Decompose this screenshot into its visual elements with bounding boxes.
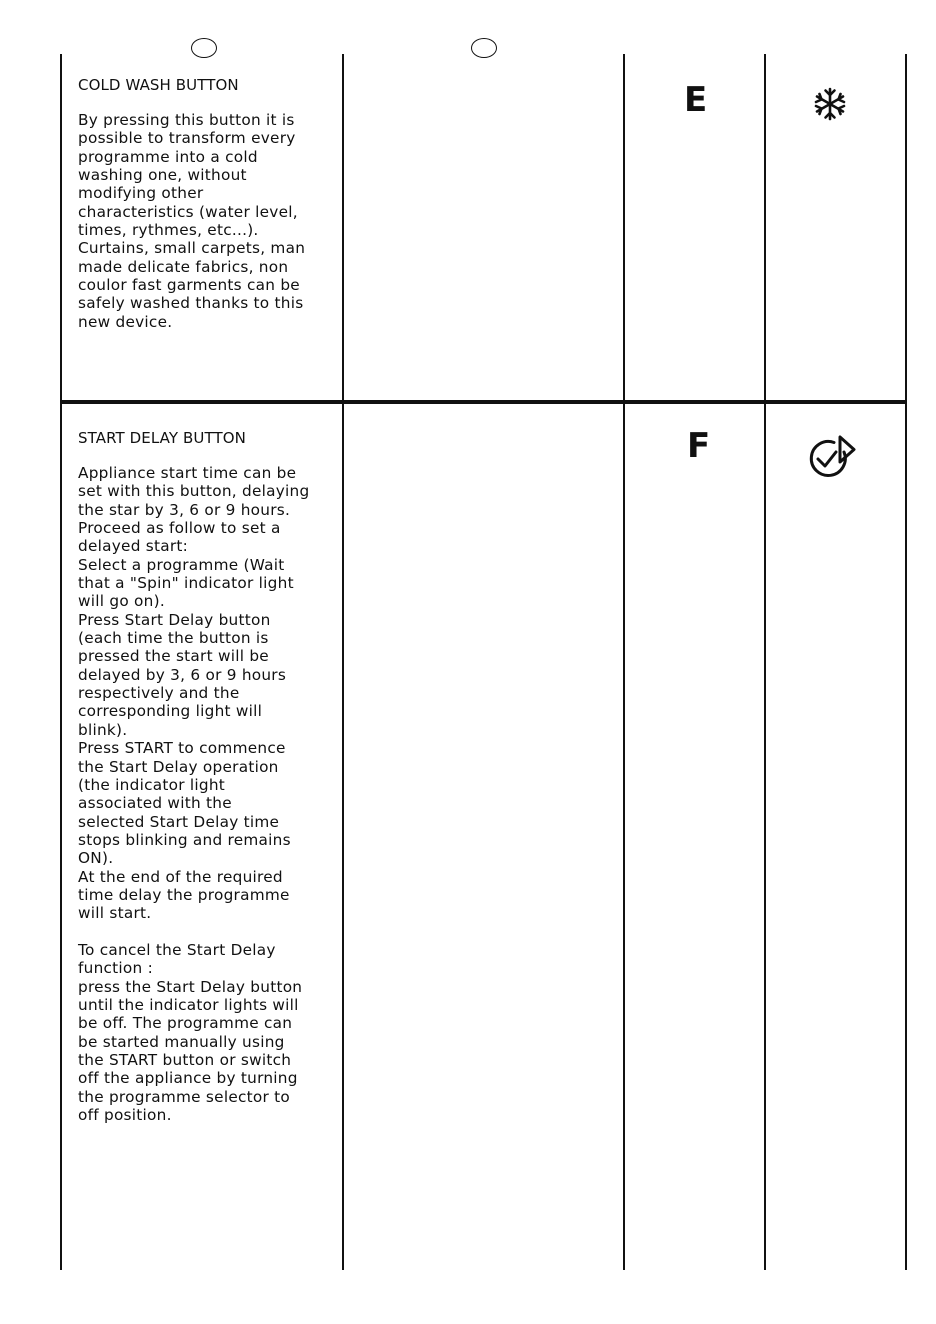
text-line: washing one, without — [78, 166, 247, 185]
text-line: Curtains, small carpets, man — [78, 239, 306, 258]
language-oval-left — [191, 38, 217, 58]
row-divider — [60, 400, 907, 404]
text-line: times, rythmes, etc...). — [78, 221, 259, 240]
text-line: the Start Delay operation — [78, 757, 279, 776]
blank-line — [78, 923, 328, 941]
text-line: will start. — [78, 904, 152, 923]
text-line: function : — [78, 959, 154, 978]
cold-wash-section — [78, 76, 328, 331]
section-title: START DELAY BUTTON — [78, 429, 246, 447]
column-divider-1 — [60, 54, 62, 1270]
text-line: time delay the programme — [78, 885, 290, 904]
text-line: the programme selector to — [78, 1087, 291, 1106]
column-divider-5 — [905, 54, 907, 1270]
text-line: modifying other — [78, 184, 204, 203]
text-line: until the indicator lights will — [78, 995, 299, 1014]
text-line: press the Start Delay button — [78, 977, 303, 996]
text-line: safely washed thanks to this — [78, 294, 304, 313]
text-line: be off. The programme can — [78, 1014, 293, 1033]
text-line: the START button or switch — [78, 1051, 292, 1069]
text-line: To cancel the Start Delay — [78, 940, 276, 959]
column-divider-4 — [764, 54, 766, 1270]
text-line: ON). — [78, 849, 114, 868]
language-oval-right — [471, 38, 497, 58]
text-line: made delicate fabrics, non — [78, 257, 289, 276]
text-line: possible to transform every — [78, 129, 296, 148]
text-line: the star by 3, 6 or 9 hours. — [78, 500, 291, 519]
text-line: blink). — [78, 720, 128, 739]
text-line: off position. — [78, 1106, 172, 1125]
text-line: will go on). — [78, 592, 165, 611]
button-letter-f: F — [687, 426, 711, 466]
text-line: that a "Spin" indicator light — [78, 574, 294, 593]
text-line: set with this button, delaying — [78, 482, 310, 501]
text-line: off the appliance by turning — [78, 1069, 298, 1088]
text-line: delayed by 3, 6 or 9 hours — [78, 665, 287, 684]
text-line: delayed start: — [78, 537, 189, 556]
section-body — [78, 111, 328, 331]
snowflake-icon — [812, 86, 848, 126]
text-line: pressed the start will be — [78, 647, 269, 666]
text-line: be started manually using — [78, 1032, 285, 1051]
column-divider-2 — [342, 54, 344, 1270]
start-delay-section — [78, 429, 328, 1124]
text-line: Press START to commence — [78, 739, 286, 758]
text-line: At the end of the required — [78, 867, 283, 886]
text-line: programme into a cold — [78, 147, 258, 166]
text-line: stops blinking and remains — [78, 830, 291, 849]
column-divider-3 — [623, 54, 625, 1270]
text-line: new device. — [78, 312, 173, 331]
text-line: (the indicator light — [78, 775, 226, 794]
text-line: Proceed as follow to set a — [78, 519, 281, 538]
text-line: associated with the — [78, 794, 232, 813]
text-line: (each time the button is — [78, 629, 269, 648]
text-line: corresponding light will — [78, 702, 263, 721]
text-line: selected Start Delay time — [78, 812, 280, 831]
text-line: Appliance start time can be — [78, 464, 297, 482]
text-line: coulor fast garments can be — [78, 276, 300, 295]
text-line: characteristics (water level, — [78, 202, 298, 221]
button-letter-e: E — [684, 80, 708, 120]
text-line: Select a programme (Wait — [78, 555, 285, 574]
text-line: By pressing this button it is — [78, 111, 295, 129]
section-title: COLD WASH BUTTON — [78, 76, 239, 94]
text-line: respectively and the — [78, 684, 240, 703]
text-line: Press Start Delay button — [78, 610, 271, 629]
section-body — [78, 464, 328, 1124]
delay-clock-icon — [804, 432, 860, 488]
